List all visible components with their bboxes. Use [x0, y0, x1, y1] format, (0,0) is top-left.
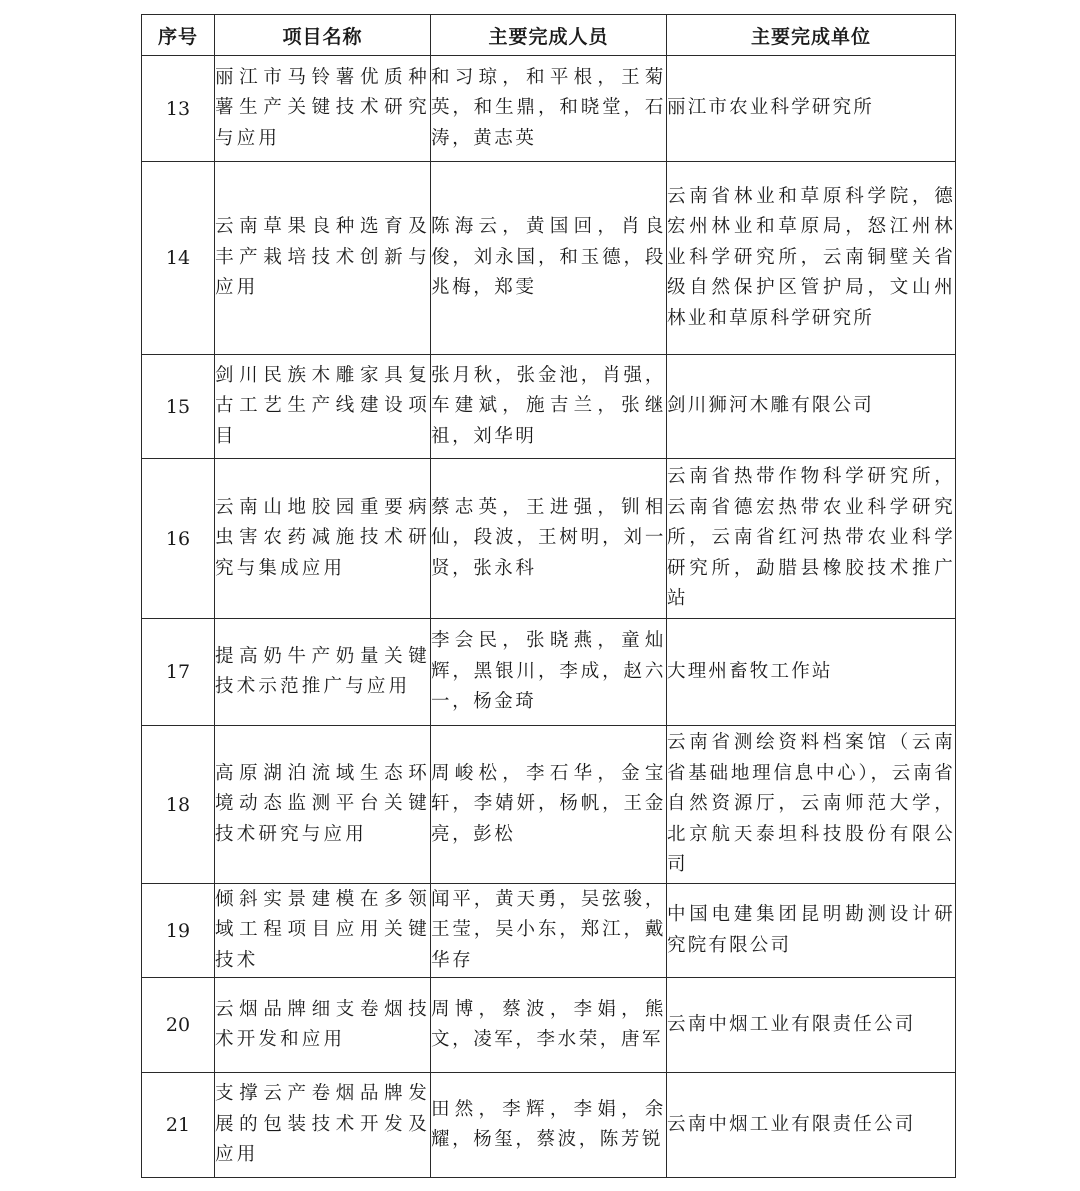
completing-unit: 云南中烟工业有限责任公司: [667, 978, 956, 1073]
completers: 周博，蔡波，李娟，熊文，凌军，李水荣，唐军: [431, 978, 667, 1073]
completing-unit: 云南省热带作物科学研究所，云南省德宏热带农业科学研究所，云南省红河热带农业科学研究所，勐腊县橡胶技术推广站: [667, 459, 956, 619]
header-unit: 主要完成单位: [667, 15, 956, 56]
table-row: [142, 884, 956, 978]
completers: 蔡志英，王进强，钏相仙，段波，王树明，刘一贤，张永科: [431, 459, 667, 619]
project-name: 提高奶牛产奶量关键技术示范推广与应用: [215, 619, 431, 726]
completers: 闻平，黄天勇，吴弦骏，王莹，吴小东，郑江，戴华存: [431, 884, 667, 978]
completers: 和习琼，和平根，王菊英，和生鼎，和晓堂，石涛，黄志英: [431, 56, 667, 162]
row-number: 19: [142, 884, 215, 978]
completers: 周峻松，李石华，金宝轩，李婧妍，杨帆，王金亮，彭松: [431, 726, 667, 884]
completers: 田然，李辉，李娟，余耀，杨玺，蔡波，陈芳锐: [431, 1073, 667, 1178]
completing-unit: 云南中烟工业有限责任公司: [667, 1073, 956, 1178]
project-name: 倾斜实景建模在多领域工程项目应用关键技术: [215, 884, 431, 978]
completers: 李会民，张晓燕，童灿辉，黑银川，李成，赵六一，杨金琦: [431, 619, 667, 726]
project-name: 高原湖泊流域生态环境动态监测平台关键技术研究与应用: [215, 726, 431, 884]
project-name: 云烟品牌细支卷烟技术开发和应用: [215, 978, 431, 1073]
table-row: [142, 978, 956, 1073]
table-row: [142, 619, 956, 726]
completing-unit: 云南省林业和草原科学院，德宏州林业和草原局，怒江州林业科学研究所，云南铜壁关省级自然保护区管护局，文山州林业和草原科学研究所: [667, 162, 956, 355]
row-number: 15: [142, 355, 215, 459]
table-row: [142, 726, 956, 884]
completing-unit: 中国电建集团昆明勘测设计研究院有限公司: [667, 884, 956, 978]
project-name: 云南山地胶园重要病虫害农药减施技术研究与集成应用: [215, 459, 431, 619]
row-number: 14: [142, 162, 215, 355]
row-number: 16: [142, 459, 215, 619]
completing-unit: 丽江市农业科学研究所: [667, 56, 956, 162]
header-name: 项目名称: [215, 15, 431, 56]
project-name: 丽江市马铃薯优质种薯生产关键技术研究与应用: [215, 56, 431, 162]
project-name: 支撑云产卷烟品牌发展的包装技术开发及应用: [215, 1073, 431, 1178]
header-no: 序号: [142, 15, 215, 56]
row-number: 18: [142, 726, 215, 884]
table-row: [142, 1073, 956, 1178]
completing-unit: 云南省测绘资料档案馆（云南省基础地理信息中心），云南省自然资源厅，云南师范大学，北京航天泰坦科技股份有限公司: [667, 726, 956, 884]
project-name: 剑川民族木雕家具复古工艺生产线建设项目: [215, 355, 431, 459]
row-number: 20: [142, 978, 215, 1073]
header-people: 主要完成人员: [431, 15, 667, 56]
table-row: [142, 56, 956, 162]
row-number: 13: [142, 56, 215, 162]
completers: 张月秋，张金池，肖强，车建斌，施吉兰，张继祖，刘华明: [431, 355, 667, 459]
table-row: [142, 355, 956, 459]
project-name: 云南草果良种选育及丰产栽培技术创新与应用: [215, 162, 431, 355]
completing-unit: 剑川狮河木雕有限公司: [667, 355, 956, 459]
table-row: [142, 162, 956, 355]
completing-unit: 大理州畜牧工作站: [667, 619, 956, 726]
header-row: [142, 15, 956, 56]
table-row: [142, 459, 956, 619]
row-number: 21: [142, 1073, 215, 1178]
completers: 陈海云，黄国回，肖良俊，刘永国，和玉德，段兆梅，郑雯: [431, 162, 667, 355]
awards-table: [141, 14, 956, 1178]
row-number: 17: [142, 619, 215, 726]
